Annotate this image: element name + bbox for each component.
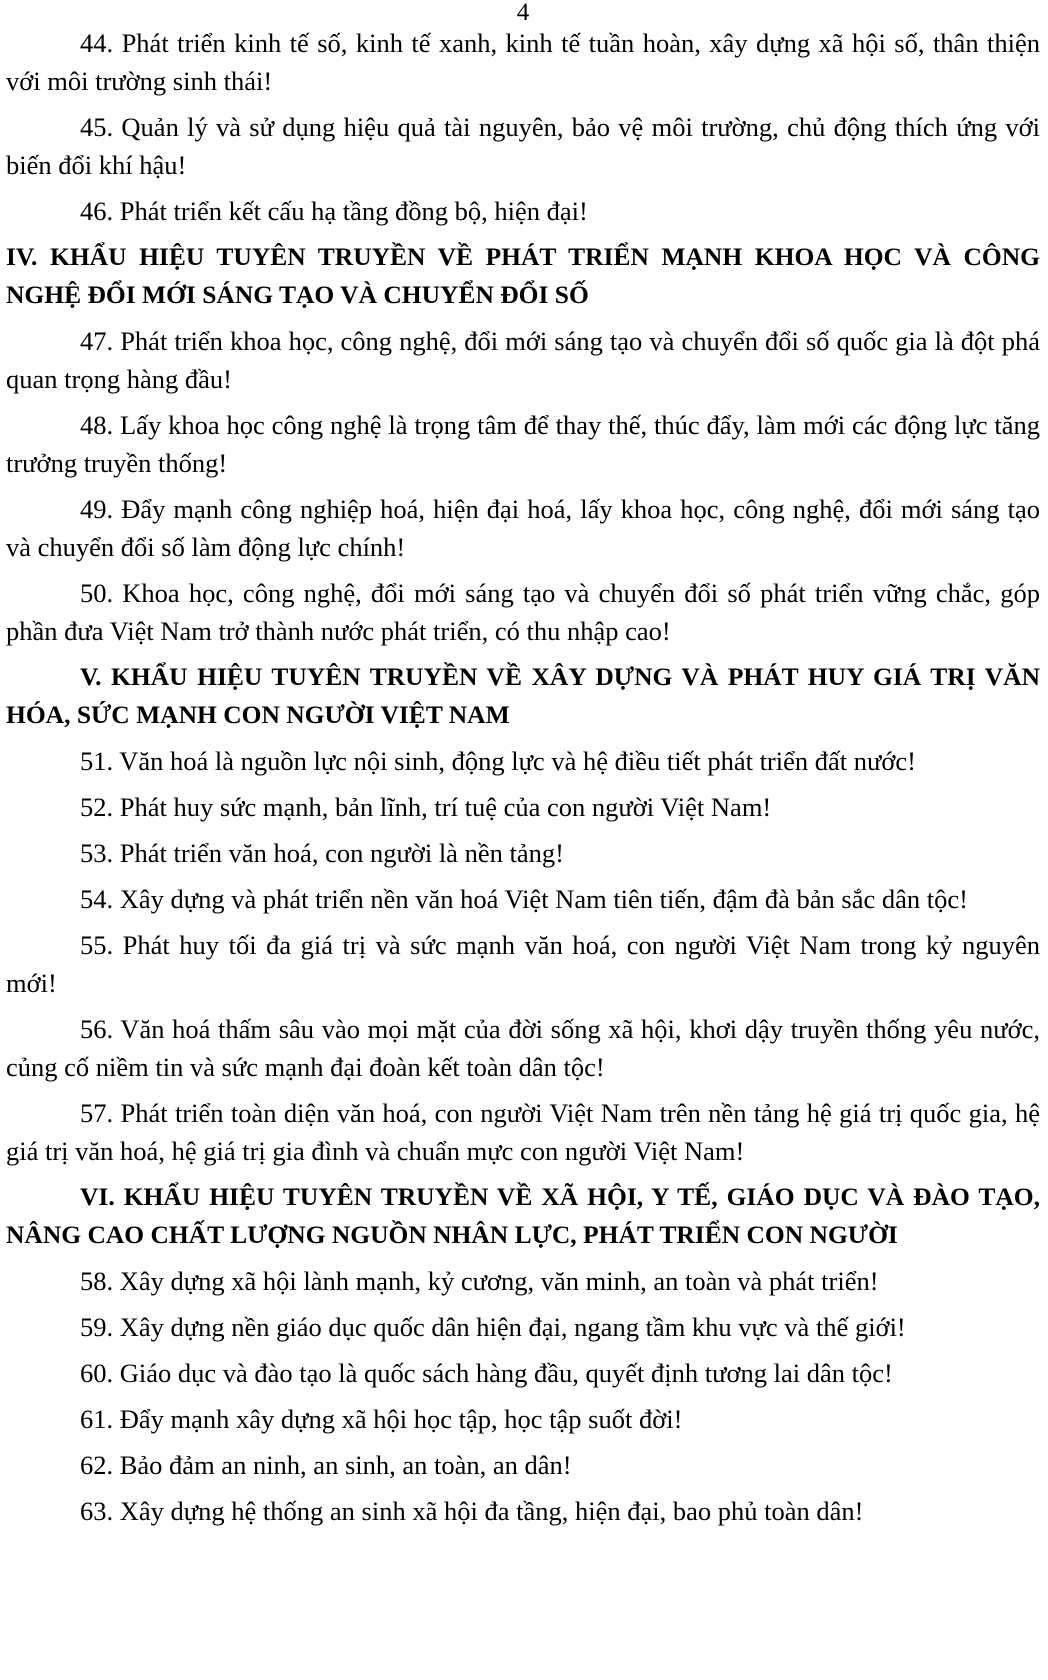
slogan-47: 47. Phát triển khoa học, công nghệ, đổi mới sáng tạo và chuyển đổi số quốc gia là đột phá quan trọng hàng đầu! xyxy=(6,326,1040,394)
slogan-52: 52. Phát huy sức mạnh, bản lĩnh, trí tuệ của con người Việt Nam! xyxy=(80,792,772,822)
slogan-56: 56. Văn hoá thấm sâu vào mọi mặt của đời sống xã hội, khơi dậy truyền thống yêu nước, củng cố niềm tin và sức mạnh đại đoàn kết toàn dân tộc! xyxy=(6,1014,1040,1082)
section-heading-vi: VI. KHẨU HIỆU TUYÊN TRUYỀN VỀ XÃ HỘI, Y TẾ, GIÁO DỤC VÀ ĐÀO TẠO, NÂNG CAO CHẤT LƯỢNG NGUỒN NHÂN LỰC, PHÁT TRIỂN CON NGƯỜI xyxy=(6,1182,1040,1249)
slogan-62: 62. Bảo đảm an ninh, an sinh, an toàn, an dân! xyxy=(80,1450,572,1480)
slogan-55: 55. Phát huy tối đa giá trị và sức mạnh văn hoá, con người Việt Nam trong kỷ nguyên mới! xyxy=(6,930,1040,998)
slogan-58: 58. Xây dựng xã hội lành mạnh, kỷ cương, văn minh, an toàn và phát triển! xyxy=(80,1266,879,1296)
slogan-59: 59. Xây dựng nền giáo dục quốc dân hiện đại, ngang tầm khu vực và thế giới! xyxy=(80,1312,906,1342)
slogan-49: 49. Đẩy mạnh công nghiệp hoá, hiện đại hoá, lấy khoa học, công nghệ, đổi mới sáng tạo và chuyển đổi số làm động lực chính! xyxy=(6,494,1040,562)
slogan-45: 45. Quản lý và sử dụng hiệu quả tài nguyên, bảo vệ môi trường, chủ động thích ứng với biến đổi khí hậu! xyxy=(6,112,1040,180)
slogan-57: 57. Phát triển toàn diện văn hoá, con người Việt Nam trên nền tảng hệ giá trị quốc gia, hệ giá trị văn hoá, hệ giá trị gia đình và chuẩn mực con người Việt Nam! xyxy=(6,1098,1040,1166)
section-heading-iv: IV. KHẨU HIỆU TUYÊN TRUYỀN VỀ PHÁT TRIỂN MẠNH KHOA HỌC VÀ CÔNG NGHỆ ĐỔI MỚI SÁNG TẠO VÀ CHUYỂN ĐỔI SỐ xyxy=(6,242,1040,309)
slogan-46: 46. Phát triển kết cấu hạ tầng đồng bộ, hiện đại! xyxy=(80,196,588,226)
slogan-44: 44. Phát triển kinh tế số, kinh tế xanh, kinh tế tuần hoàn, xây dựng xã hội số, thân thiện với môi trường sinh thái! xyxy=(6,28,1040,96)
slogan-53: 53. Phát triển văn hoá, con người là nền tảng! xyxy=(80,838,564,868)
slogan-48: 48. Lấy khoa học công nghệ là trọng tâm để thay thế, thúc đẩy, làm mới các động lực tăng trưởng truyền thống! xyxy=(6,410,1040,478)
section-heading-v: V. KHẨU HIỆU TUYÊN TRUYỀN VỀ XÂY DỰNG VÀ PHÁT HUY GIÁ TRỊ VĂN HÓA, SỨC MẠNH CON NGƯỜI VIỆT NAM xyxy=(6,662,1040,729)
slogan-54: 54. Xây dựng và phát triển nền văn hoá Việt Nam tiên tiến, đậm đà bản sắc dân tộc! xyxy=(80,884,968,914)
slogan-63: 63. Xây dựng hệ thống an sinh xã hội đa tầng, hiện đại, bao phủ toàn dân! xyxy=(80,1496,864,1526)
slogan-51: 51. Văn hoá là nguồn lực nội sinh, động lực và hệ điều tiết phát triển đất nước! xyxy=(80,746,916,776)
slogan-60: 60. Giáo dục và đào tạo là quốc sách hàng đầu, quyết định tương lai dân tộc! xyxy=(80,1358,893,1388)
page-number: 4 xyxy=(516,0,530,26)
slogan-50: 50. Khoa học, công nghệ, đổi mới sáng tạo và chuyển đổi số phát triển vững chắc, góp phần đưa Việt Nam trở thành nước phát triển, có thu nhập cao! xyxy=(6,578,1040,646)
slogan-61: 61. Đẩy mạnh xây dựng xã hội học tập, học tập suốt đời! xyxy=(80,1404,683,1434)
